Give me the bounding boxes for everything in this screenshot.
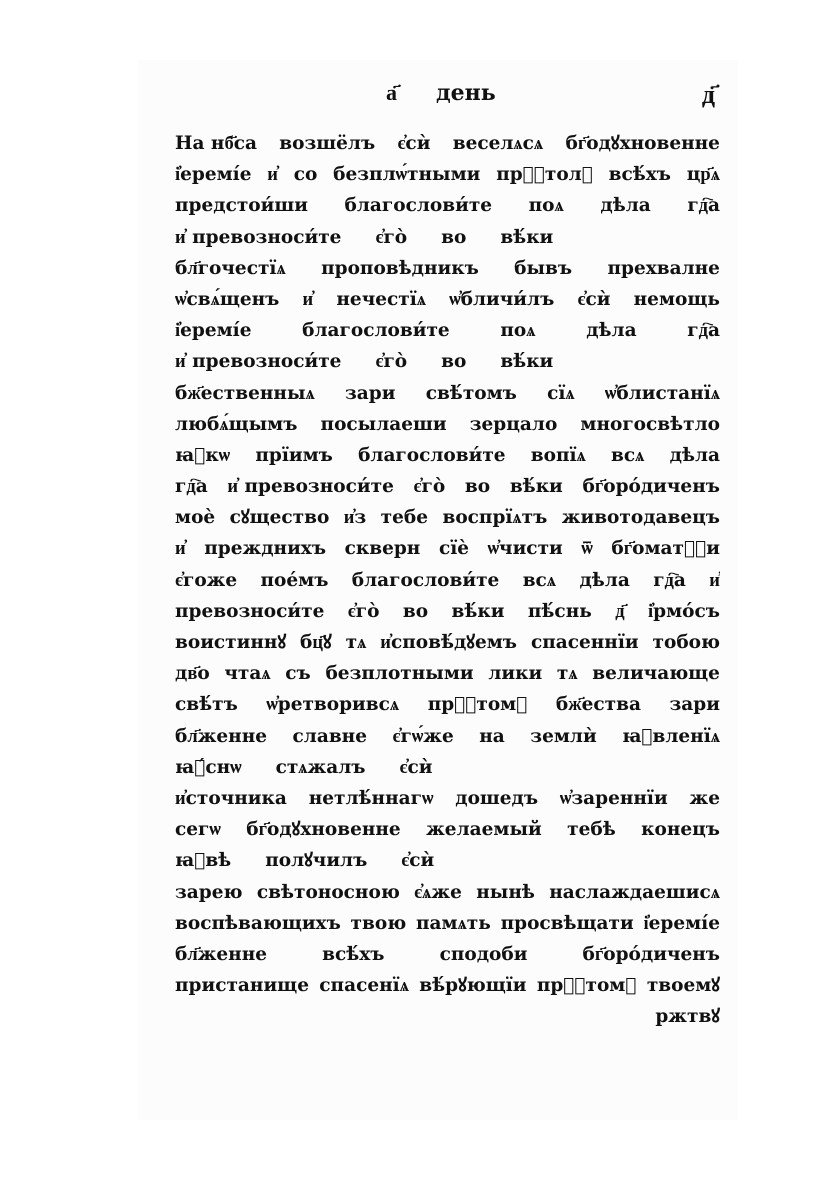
word: бц҃ꙋ	[300, 632, 332, 653]
word: дѣла	[586, 320, 637, 342]
text-line	[175, 159, 720, 190]
word: тебѣ	[567, 819, 616, 841]
word: ржтвꙋ	[655, 1006, 720, 1028]
word: бг҃оро́диченъ	[582, 476, 720, 498]
word: и҆ превозноси́те	[175, 226, 342, 248]
word: просвѣщати	[500, 912, 634, 934]
text-line	[175, 378, 720, 409]
word: є҆ѧже	[414, 881, 462, 903]
word: зари	[669, 694, 720, 716]
word: животодавецъ	[561, 507, 720, 529]
word: и҆	[267, 164, 278, 186]
word: наслаждаешисѧ	[549, 881, 720, 903]
word: безплѡ́тными	[333, 164, 481, 186]
word: твоемꙋ	[646, 975, 720, 997]
word: благослови́те	[302, 320, 450, 342]
word: є҆сѝ	[577, 288, 611, 310]
text-line	[175, 128, 720, 159]
text-line	[175, 502, 720, 533]
word: ꙗ҆вѣ	[175, 850, 232, 872]
word: вѣ́ки	[500, 351, 554, 373]
word: є҆го̀	[347, 600, 380, 622]
word: прⷭ҇толꙋ	[496, 164, 593, 186]
word: прїимъ	[255, 444, 333, 466]
word: прежднихъ	[204, 538, 327, 560]
word: є҆сѝ	[399, 756, 433, 778]
text-line	[175, 939, 720, 970]
word: и҆ превозноси́те	[227, 476, 394, 498]
word: нетлѣ́ннагѡ	[308, 787, 434, 809]
word: свѣ́тъ	[175, 694, 238, 716]
text-line	[175, 783, 720, 814]
word: гд҇а	[687, 320, 720, 342]
word: цр҃ѧ	[686, 164, 720, 186]
word: зерцало	[469, 413, 558, 435]
word: вѣ́ки	[500, 226, 554, 248]
text-line	[175, 284, 720, 315]
word: во	[464, 476, 491, 498]
word: вѣ́рꙋющїи	[419, 975, 527, 997]
word: поѧ	[500, 320, 536, 342]
text-line	[175, 752, 720, 783]
day-number: а҃	[386, 80, 397, 106]
word: поѧ	[528, 195, 564, 217]
word: всѣ́хъ	[608, 164, 671, 186]
word: є҆го̀	[375, 351, 408, 373]
word: бг҃одꙋхновенне	[246, 819, 401, 841]
word: свѣтоносною	[256, 881, 400, 903]
word: зари	[345, 382, 396, 404]
word: пристанище	[175, 975, 309, 997]
text-line	[175, 658, 720, 689]
word: тѧ	[556, 663, 578, 685]
word: лики	[488, 663, 543, 685]
text-line	[175, 471, 720, 502]
word: сꙋщество	[229, 507, 330, 529]
word: нечестїѧ	[336, 288, 427, 310]
text-line	[175, 315, 720, 346]
word: свѣ́томъ	[425, 382, 517, 404]
word: превозноси́те	[175, 600, 325, 622]
text-line	[175, 222, 720, 253]
word: сїѐ	[438, 538, 469, 560]
word: и҆сточника	[175, 787, 287, 809]
word: воспрїѧтъ	[442, 507, 548, 529]
word: же	[689, 787, 720, 809]
word: скверн	[344, 538, 421, 560]
word: и҆з	[343, 507, 367, 529]
word: бг҃оро́диченъ	[582, 943, 720, 965]
word: ꙗ҆вленїѧ	[622, 725, 720, 747]
word: благослови́те	[358, 444, 506, 466]
word: во	[402, 600, 429, 622]
text-line	[175, 533, 720, 564]
word: ѡ҆чисти	[487, 538, 563, 560]
word: полꙋчилъ	[265, 850, 368, 872]
word: тебе	[380, 507, 429, 529]
word: ꙗ҆кѡ	[175, 444, 231, 466]
text-line	[175, 440, 720, 471]
word: гд҇а	[175, 476, 208, 498]
word: величающе	[592, 663, 720, 685]
word: сїѧ	[547, 382, 575, 404]
word: ѡ҆блистанїѧ	[604, 382, 720, 404]
word: ꙗ҆́снѡ	[175, 756, 242, 778]
word: воспѣвающихъ	[175, 912, 341, 934]
word: є҆го̀	[375, 226, 408, 248]
word: всѧ	[611, 444, 645, 466]
text-line	[175, 721, 720, 752]
word: чтаѧ	[224, 663, 271, 685]
word: зарею	[175, 881, 243, 903]
word: во	[441, 351, 467, 373]
word: славне	[292, 725, 367, 747]
word: благослови́те	[344, 195, 493, 217]
word: бывъ	[514, 257, 573, 279]
word: любѧ́щымъ	[175, 413, 298, 435]
word: воистиннꙋ	[175, 632, 287, 653]
word: дѣла	[669, 444, 720, 466]
word: бж҃ества	[555, 694, 641, 716]
word: и҆сповѣ́дꙋемъ	[380, 632, 518, 653]
text-line	[175, 689, 720, 720]
text-line	[175, 845, 720, 876]
word: ѡ҆зареннїи	[559, 787, 668, 809]
word: прⷭ҇томꙋ	[427, 694, 528, 716]
word: і҆еремі́е	[643, 912, 720, 934]
word: дѣла	[600, 195, 651, 217]
word: ѡ҆свѧ́щенъ	[175, 288, 280, 310]
word: вѣ́ки	[509, 476, 563, 498]
word: бж҃ественныѧ	[175, 382, 315, 404]
text-line	[175, 814, 720, 845]
word: возшёлъ	[279, 133, 376, 154]
word: бг҃одꙋхновенне	[565, 133, 720, 154]
word: бл҃женне	[175, 943, 268, 965]
header-title: день	[436, 80, 496, 106]
word: памѧть	[415, 912, 491, 934]
word: ѡ҆бличи́лъ	[449, 288, 555, 310]
word: землѝ	[530, 725, 597, 747]
word: стѧжалъ	[275, 756, 366, 778]
word: прⷭ҇томꙋ	[536, 975, 637, 997]
text-line	[175, 253, 720, 284]
word: є҆сѝ	[401, 850, 435, 872]
body-text	[175, 128, 720, 1032]
word: предстои́ши	[175, 195, 308, 217]
word: нынѣ	[476, 881, 535, 903]
word: тѧ	[345, 632, 367, 653]
word: бг҃оматⷭ҇и	[611, 538, 720, 560]
word: спасенїѧ	[319, 975, 409, 997]
word: съ	[285, 663, 311, 685]
word: є҆го̀	[413, 476, 446, 498]
word: конецъ	[641, 819, 720, 841]
word: сподоби	[439, 943, 528, 965]
word: і҆еремі́е	[175, 164, 252, 186]
word: прехвалне	[607, 257, 720, 279]
word: дошедъ	[455, 787, 539, 809]
page-header	[170, 80, 715, 114]
word: и҆	[709, 569, 720, 591]
word: всѣ́хъ	[322, 943, 385, 965]
word: є҆сѝ	[397, 133, 431, 154]
word: многосвѣтло	[580, 413, 720, 435]
word: желаемый	[426, 819, 542, 841]
word: на	[479, 725, 505, 747]
folio-number: д҃	[701, 80, 715, 110]
word: веселѧсѧ	[452, 133, 544, 154]
word: моѐ	[175, 507, 216, 529]
text-line	[175, 565, 720, 596]
word: проповѣдникъ	[321, 257, 479, 279]
text-line	[175, 908, 720, 939]
word: пое́мъ	[260, 569, 329, 591]
word: вѣ́ки	[451, 600, 505, 622]
text-line	[175, 877, 720, 908]
word: На нб҃са	[175, 133, 257, 154]
text-line	[175, 1001, 720, 1032]
word: безплотными	[325, 663, 474, 685]
text-line	[175, 627, 720, 658]
word: бл҃гочестїѧ	[175, 257, 286, 279]
word: спасеннїи	[530, 632, 639, 653]
word: со	[293, 164, 318, 186]
word: пѣ́снь	[527, 600, 592, 622]
word: ѡ҆ретворивсѧ	[266, 694, 400, 716]
word: вопїѧ	[530, 444, 586, 466]
word: и҆ превозноси́те	[175, 351, 342, 373]
word: ѿ	[581, 538, 593, 560]
text-line	[175, 190, 720, 221]
word: немощь	[633, 288, 720, 310]
word: тобою	[652, 632, 720, 653]
text-line	[175, 409, 720, 440]
text-line	[175, 970, 720, 1001]
word: сегѡ	[175, 819, 221, 841]
text-line	[175, 596, 720, 627]
word: благослови́те	[351, 569, 500, 591]
word: дв҃о	[175, 663, 210, 685]
word: є҆гоже	[175, 569, 238, 591]
word: і҆рмо́съ	[648, 600, 720, 622]
word: посылаеши	[320, 413, 447, 435]
word: и҆	[175, 538, 186, 560]
word: и҆	[302, 288, 314, 310]
word: бл҃женне	[175, 725, 268, 747]
text-line	[175, 346, 720, 377]
word: всѧ	[522, 569, 557, 591]
word: дѣла	[579, 569, 630, 591]
word: во	[441, 226, 467, 248]
word: є҆гѡ́же	[392, 725, 454, 747]
word: д҃	[615, 600, 625, 622]
word: гд҇а	[687, 195, 720, 217]
word: і҆еремі́е	[175, 320, 252, 342]
word: твою	[350, 912, 407, 934]
word: гд҇а	[653, 569, 686, 591]
